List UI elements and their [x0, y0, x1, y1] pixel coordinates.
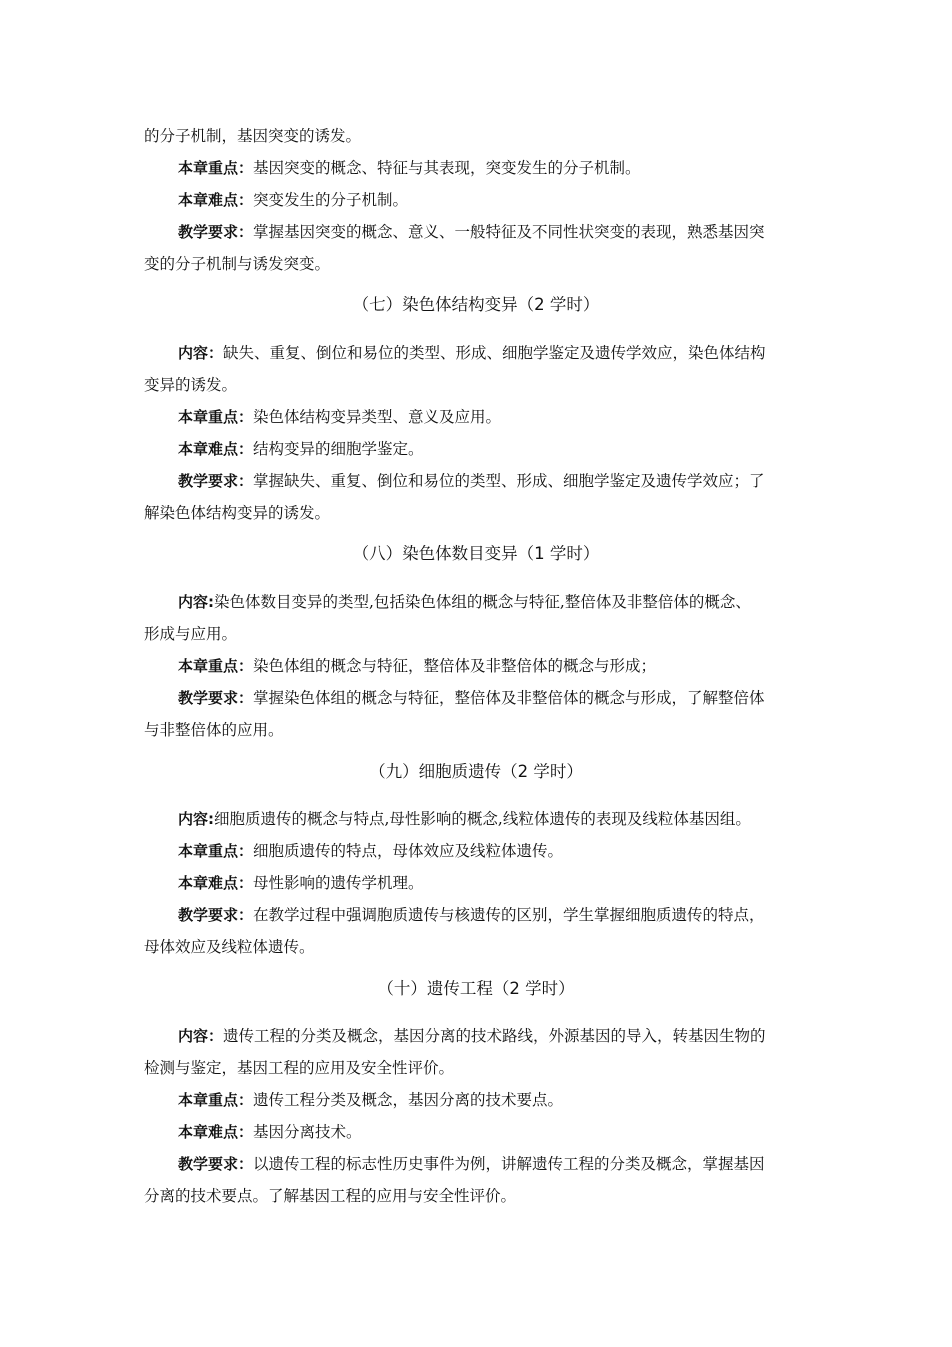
- difficult-points-text: 基因分离技术。: [253, 1123, 362, 1141]
- s8-content-line-1: [178, 592, 751, 612]
- s8-requirements-line-1: [178, 688, 765, 708]
- requirements-label: 教学要求：: [178, 906, 254, 924]
- s7-requirements-line-1: [178, 471, 765, 491]
- key-points-label: 本章重点：: [178, 408, 254, 426]
- key-points-text: 染色体结构变异类型、意义及应用。: [253, 408, 502, 426]
- content-label: 内容：: [178, 1027, 224, 1045]
- s7-difficult-points: [178, 439, 424, 459]
- requirements-text: 在教学过程中强调胞质遗传与核遗传的区别，学生掌握细胞质遗传的特点，: [253, 906, 765, 924]
- requirements-text: 掌握染色体组的概念与特征，整倍体及非整倍体的概念与形成，了解整倍体: [253, 689, 765, 707]
- difficult-points-text: 突变发生的分子机制。: [253, 191, 409, 209]
- requirements-label: 教学要求：: [178, 1155, 254, 1173]
- s10-content-line-1: [178, 1026, 766, 1046]
- key-points-label: 本章重点：: [178, 842, 254, 860]
- s7-content-line-1: [178, 343, 766, 363]
- requirements-label: 教学要求：: [178, 223, 254, 241]
- content-label: 内容：: [178, 344, 224, 362]
- content-label: 内容:: [178, 810, 214, 828]
- content-text: 细胞质遗传的概念与特点,母性影响的概念,线粒体遗传的表现及线粒体基因组。: [214, 810, 751, 828]
- s9-key-points: [178, 841, 563, 861]
- s6-difficult-points: [178, 190, 408, 210]
- s6-requirements-line-1: [178, 222, 765, 242]
- difficult-points-label: 本章难点：: [178, 874, 254, 892]
- s10-requirements-line-1: [178, 1154, 765, 1174]
- s7-heading: （七）染色体结构变异（2 学时）: [352, 295, 600, 314]
- content-label: 内容:: [178, 593, 214, 611]
- s6-requirements-line-2: 变的分子机制与诱发突变。: [144, 255, 331, 273]
- s7-key-points: [178, 407, 501, 427]
- content-text: 染色体数目变异的类型,包括染色体组的概念与特征,整倍体及非整倍体的概念、: [214, 593, 751, 611]
- s6-content-tail: 的分子机制，基因突变的诱发。: [144, 127, 362, 145]
- s10-requirements-line-2: 分离的技术要点。了解基因工程的应用与安全性评价。: [144, 1187, 517, 1205]
- s9-content-line-1: [178, 809, 751, 829]
- key-points-text: 基因突变的概念、特征与其表现，突变发生的分子机制。: [253, 159, 641, 177]
- s10-key-points: [178, 1090, 563, 1110]
- difficult-points-text: 母性影响的遗传学机理。: [253, 874, 424, 892]
- requirements-text: 掌握基因突变的概念、意义、一般特征及不同性状突变的表现，熟悉基因突: [253, 223, 765, 241]
- requirements-text: 以遗传工程的标志性历史事件为例，讲解遗传工程的分类及概念，掌握基因: [253, 1155, 765, 1173]
- s9-requirements-line-1: [178, 905, 765, 925]
- content-text: 遗传工程的分类及概念，基因分离的技术路线，外源基因的导入，转基因生物的: [223, 1027, 766, 1045]
- key-points-text: 染色体组的概念与特征，整倍体及非整倍体的概念与形成；: [253, 657, 657, 675]
- key-points-text: 遗传工程分类及概念，基因分离的技术要点。: [253, 1091, 564, 1109]
- requirements-label: 教学要求：: [178, 689, 254, 707]
- s10-heading: （十）遗传工程（2 学时）: [377, 979, 575, 998]
- s7-requirements-line-2: 解染色体结构变异的诱发。: [144, 504, 331, 522]
- s8-content-line-2: 形成与应用。: [144, 625, 238, 643]
- s9-heading: （九）细胞质遗传（2 学时）: [369, 762, 583, 781]
- s6-key-points: [178, 158, 641, 178]
- s10-content-line-2: 检测与鉴定，基因工程的应用及安全性评价。: [144, 1059, 455, 1077]
- key-points-label: 本章重点：: [178, 1091, 254, 1109]
- s10-difficult-points: [178, 1122, 362, 1142]
- s8-requirements-line-2: 与非整倍体的应用。: [144, 721, 284, 739]
- difficult-points-label: 本章难点：: [178, 191, 254, 209]
- requirements-label: 教学要求：: [178, 472, 254, 490]
- key-points-text: 细胞质遗传的特点，母体效应及线粒体遗传。: [253, 842, 564, 860]
- requirements-text: 掌握缺失、重复、倒位和易位的类型、形成、细胞学鉴定及遗传学效应；了: [253, 472, 765, 490]
- key-points-label: 本章重点：: [178, 657, 254, 675]
- s9-difficult-points: [178, 873, 424, 893]
- difficult-points-label: 本章难点：: [178, 1123, 254, 1141]
- s9-requirements-line-2: 母体效应及线粒体遗传。: [144, 938, 315, 956]
- difficult-points-label: 本章难点：: [178, 440, 254, 458]
- key-points-label: 本章重点：: [178, 159, 254, 177]
- content-text: 缺失、重复、倒位和易位的类型、形成、细胞学鉴定及遗传学效应，染色体结构: [223, 344, 766, 362]
- s7-content-line-2: 变异的诱发。: [144, 376, 238, 394]
- difficult-points-text: 结构变异的细胞学鉴定。: [253, 440, 424, 458]
- s8-heading: （八）染色体数目变异（1 学时）: [352, 544, 600, 563]
- s8-key-points: [178, 656, 656, 676]
